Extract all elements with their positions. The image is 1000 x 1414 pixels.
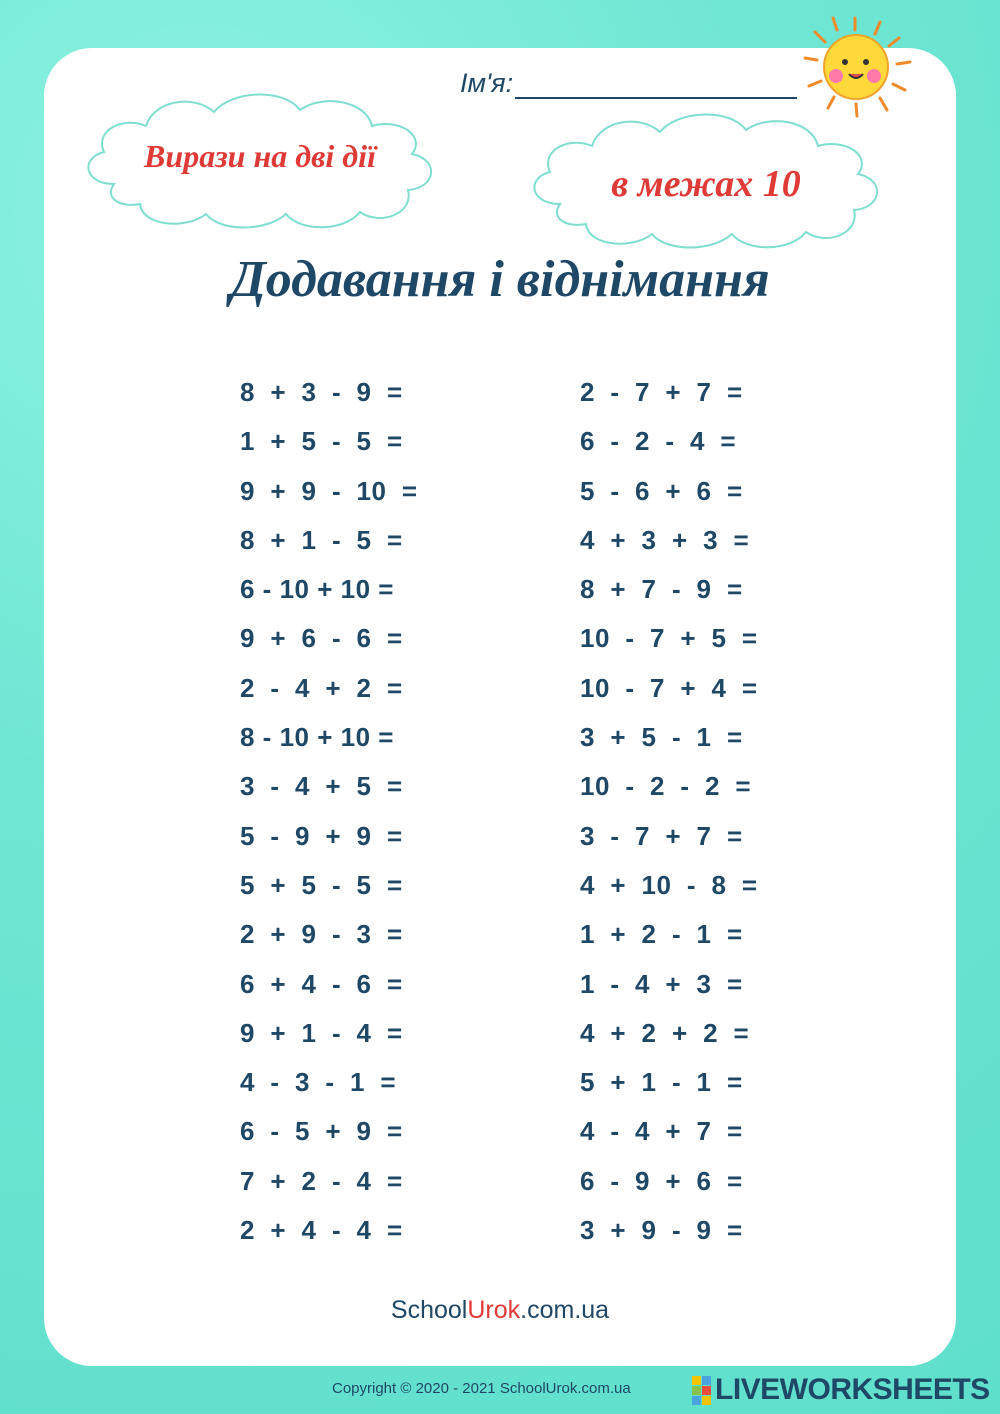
expression-item: 4 + 10 - 8 = bbox=[580, 869, 758, 900]
expression-item: 1 + 5 - 5 = bbox=[240, 426, 403, 457]
expression-item: 4 - 4 + 7 = bbox=[580, 1116, 743, 1147]
cloud-badge-range bbox=[520, 108, 892, 252]
page-title: Додавання і віднімання bbox=[230, 251, 770, 308]
liveworksheets-logo-icon bbox=[692, 1376, 711, 1405]
expression-item: 10 - 7 + 5 = bbox=[580, 623, 758, 654]
expression-item: 4 - 3 - 1 = bbox=[240, 1067, 397, 1098]
expression-item: 5 - 9 + 9 = bbox=[240, 820, 403, 851]
copyright-text: Copyright © 2020 - 2021 SchoolUrok.com.ua bbox=[332, 1380, 631, 1397]
expression-item: 6 + 4 - 6 = bbox=[240, 968, 403, 999]
expression-item: 9 + 1 - 4 = bbox=[240, 1017, 403, 1048]
expression-item: 8 + 3 - 9 = bbox=[240, 377, 403, 407]
expression-item: 6 - 5 + 9 = bbox=[240, 1116, 403, 1147]
expression-item: 3 + 9 - 9 = bbox=[580, 1215, 743, 1246]
cloud-left-label: Вирази на дві дії bbox=[144, 138, 376, 174]
liveworksheets-brand[interactable] bbox=[692, 1373, 990, 1407]
expression-item: 4 + 2 + 2 = bbox=[580, 1017, 750, 1048]
expression-item: 2 - 7 + 7 = bbox=[580, 377, 743, 407]
expression-item: 4 + 3 + 3 = bbox=[580, 524, 750, 555]
expressions-left-column bbox=[240, 372, 418, 1259]
expression-item: 3 - 7 + 7 = bbox=[580, 820, 743, 851]
expression-item: 1 + 2 - 1 = bbox=[580, 919, 743, 950]
expression-item: 8 + 7 - 9 = bbox=[580, 574, 743, 605]
expression-item: 3 + 5 - 1 = bbox=[580, 722, 743, 753]
expression-item: 1 - 4 + 3 = bbox=[580, 968, 743, 999]
expression-item: 6 - 9 + 6 = bbox=[580, 1165, 743, 1196]
site-part-urok: Urok bbox=[467, 1296, 521, 1324]
expression-item: 8 - 10 + 10 = bbox=[240, 722, 394, 753]
site-part-domain: .com.ua bbox=[520, 1296, 610, 1324]
expression-item: 5 + 5 - 5 = bbox=[240, 869, 403, 900]
name-label: Ім'я: bbox=[460, 68, 514, 98]
expression-item: 10 - 2 - 2 = bbox=[580, 771, 752, 802]
expression-item: 6 - 2 - 4 = bbox=[580, 426, 737, 457]
liveworksheets-label: LIVEWORKSHEETS bbox=[715, 1373, 990, 1406]
expression-item: 2 + 9 - 3 = bbox=[240, 919, 403, 950]
expression-item: 8 + 1 - 5 = bbox=[240, 524, 403, 555]
site-part-school: School bbox=[390, 1296, 468, 1324]
name-input-line[interactable] bbox=[515, 69, 797, 99]
expression-item: 10 - 7 + 4 = bbox=[580, 672, 758, 703]
expression-item: 9 + 9 - 10 = bbox=[240, 475, 418, 506]
expression-item: 2 + 4 - 4 = bbox=[240, 1215, 403, 1246]
expression-item: 6 - 10 + 10 = bbox=[240, 574, 394, 605]
expressions-right-column bbox=[580, 372, 758, 1259]
expression-item: 5 - 6 + 6 = bbox=[580, 475, 743, 506]
cloud-badge-expressions bbox=[74, 88, 446, 232]
expression-item: 5 + 1 - 1 = bbox=[580, 1067, 743, 1098]
expression-item: 3 - 4 + 5 = bbox=[240, 771, 403, 802]
expression-item: 9 + 6 - 6 = bbox=[240, 623, 403, 654]
cloud-right-label: в межах 10 bbox=[611, 163, 801, 205]
expression-item: 7 + 2 - 4 = bbox=[240, 1165, 403, 1196]
expression-item: 2 - 4 + 2 = bbox=[240, 672, 403, 703]
site-link[interactable] bbox=[0, 1296, 1000, 1325]
name-field bbox=[460, 68, 797, 99]
